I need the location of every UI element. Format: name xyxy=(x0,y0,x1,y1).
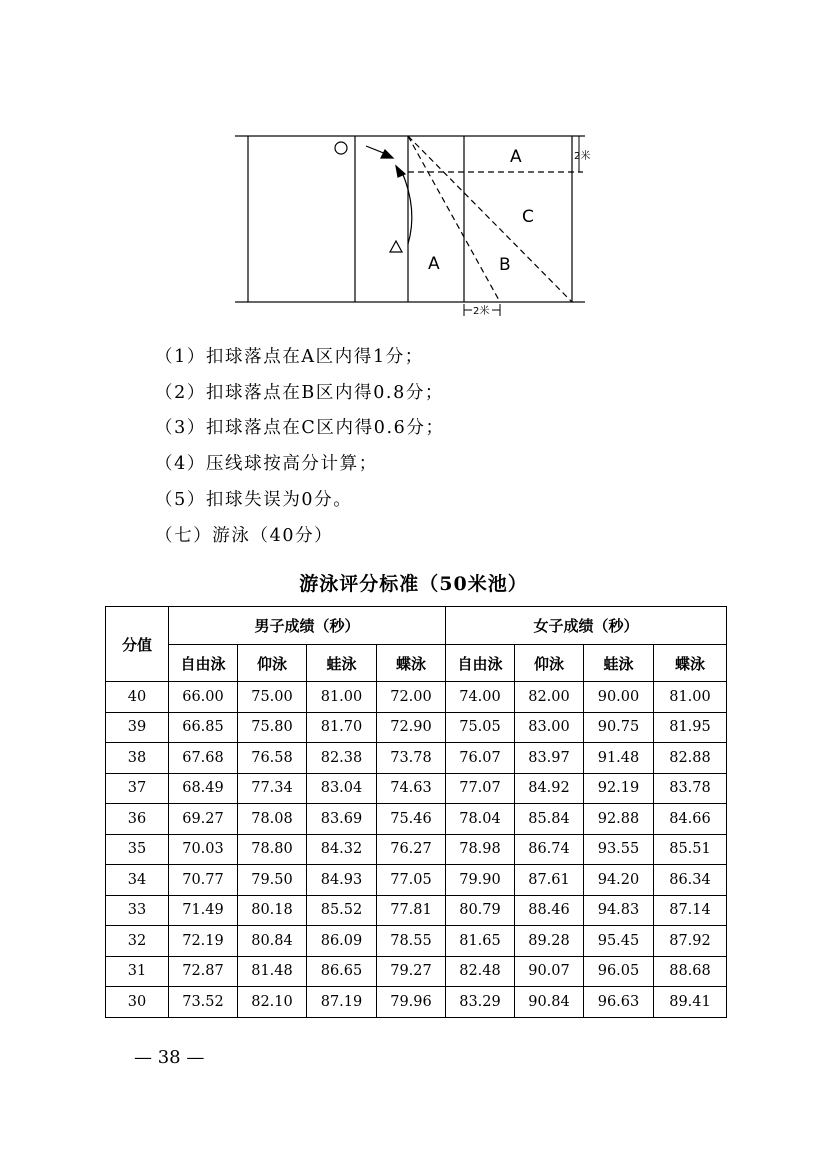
page-number: — 38 — xyxy=(134,1047,205,1068)
score-cell: 30 xyxy=(106,987,169,1018)
time-cell: 95.45 xyxy=(584,926,654,957)
time-cell: 90.75 xyxy=(584,712,654,743)
time-cell: 96.63 xyxy=(584,987,654,1018)
rule-4: （4）压线球按高分计算； xyxy=(155,454,378,474)
stroke-header: 自由泳 xyxy=(169,645,238,682)
time-cell: 92.19 xyxy=(584,773,654,804)
stroke-header: 蛙泳 xyxy=(307,645,377,682)
time-cell: 81.48 xyxy=(238,956,307,987)
time-cell: 77.05 xyxy=(377,865,446,896)
time-cell: 69.27 xyxy=(169,804,238,835)
time-cell: 67.68 xyxy=(169,743,238,774)
time-cell: 88.46 xyxy=(515,895,584,926)
time-cell: 90.84 xyxy=(515,987,584,1018)
time-cell: 78.80 xyxy=(238,834,307,865)
score-cell: 40 xyxy=(106,682,169,713)
zone-c-label: C xyxy=(522,207,534,227)
time-cell: 76.27 xyxy=(377,834,446,865)
time-cell: 77.34 xyxy=(238,773,307,804)
time-cell: 93.55 xyxy=(584,834,654,865)
time-cell: 83.78 xyxy=(654,773,727,804)
swimming-score-table xyxy=(105,606,727,1018)
time-cell: 88.68 xyxy=(654,956,727,987)
time-cell: 77.07 xyxy=(446,773,515,804)
stroke-header: 仰泳 xyxy=(515,645,584,682)
time-cell: 82.88 xyxy=(654,743,727,774)
zone-b-label: B xyxy=(499,255,511,275)
table-row xyxy=(106,743,727,774)
time-cell: 75.46 xyxy=(377,804,446,835)
table-row xyxy=(106,804,727,835)
time-cell: 79.96 xyxy=(377,987,446,1018)
time-cell: 78.55 xyxy=(377,926,446,957)
time-cell: 72.90 xyxy=(377,712,446,743)
score-cell: 31 xyxy=(106,956,169,987)
time-cell: 74.00 xyxy=(446,682,515,713)
time-cell: 75.80 xyxy=(238,712,307,743)
time-cell: 79.50 xyxy=(238,865,307,896)
time-cell: 90.07 xyxy=(515,956,584,987)
male-header: 男子成绩（秒） xyxy=(169,607,446,645)
time-cell: 86.09 xyxy=(307,926,377,957)
stroke-header: 蛙泳 xyxy=(584,645,654,682)
time-cell: 70.03 xyxy=(169,834,238,865)
time-cell: 82.48 xyxy=(446,956,515,987)
time-cell: 94.20 xyxy=(584,865,654,896)
rule-3: （3）扣球落点在C区内得0.6分； xyxy=(155,418,445,438)
volleyball-court-diagram xyxy=(0,0,827,330)
time-cell: 84.32 xyxy=(307,834,377,865)
section-heading: （七）游泳（40分） xyxy=(155,526,334,546)
time-cell: 78.08 xyxy=(238,804,307,835)
time-cell: 73.78 xyxy=(377,743,446,774)
time-cell: 80.79 xyxy=(446,895,515,926)
diagonal-b xyxy=(408,136,500,302)
time-cell: 86.34 xyxy=(654,865,727,896)
table-row xyxy=(106,926,727,957)
time-cell: 79.90 xyxy=(446,865,515,896)
time-cell: 85.51 xyxy=(654,834,727,865)
time-cell: 82.10 xyxy=(238,987,307,1018)
table-row xyxy=(106,682,727,713)
table-row xyxy=(106,956,727,987)
stroke-header: 蝶泳 xyxy=(377,645,446,682)
time-cell: 72.00 xyxy=(377,682,446,713)
time-cell: 91.48 xyxy=(584,743,654,774)
zone-a-top-label: A xyxy=(510,147,522,167)
time-cell: 85.52 xyxy=(307,895,377,926)
table-row xyxy=(106,712,727,743)
time-cell: 74.63 xyxy=(377,773,446,804)
time-cell: 75.05 xyxy=(446,712,515,743)
ball-path xyxy=(402,172,412,244)
score-header: 分值 xyxy=(106,607,169,682)
time-cell: 66.85 xyxy=(169,712,238,743)
time-cell: 82.38 xyxy=(307,743,377,774)
time-cell: 84.93 xyxy=(307,865,377,896)
rule-5: （5）扣球失误为0分。 xyxy=(155,490,353,510)
table-row xyxy=(106,895,727,926)
time-cell: 89.28 xyxy=(515,926,584,957)
time-cell: 72.87 xyxy=(169,956,238,987)
time-cell: 73.52 xyxy=(169,987,238,1018)
time-cell: 81.00 xyxy=(654,682,727,713)
player-circle-icon xyxy=(335,142,347,154)
time-cell: 70.77 xyxy=(169,865,238,896)
time-cell: 77.81 xyxy=(377,895,446,926)
time-cell: 78.04 xyxy=(446,804,515,835)
female-header: 女子成绩（秒） xyxy=(446,607,727,645)
time-cell: 90.00 xyxy=(584,682,654,713)
time-cell: 83.69 xyxy=(307,804,377,835)
time-cell: 83.04 xyxy=(307,773,377,804)
time-cell: 86.65 xyxy=(307,956,377,987)
table-row xyxy=(106,987,727,1018)
time-cell: 89.41 xyxy=(654,987,727,1018)
zone-a-bottom-label: A xyxy=(428,254,440,274)
time-cell: 79.27 xyxy=(377,956,446,987)
time-cell: 76.58 xyxy=(238,743,307,774)
time-cell: 87.19 xyxy=(307,987,377,1018)
dimension-right-label: 2米 xyxy=(574,151,591,162)
time-cell: 92.88 xyxy=(584,804,654,835)
stroke-header: 蝶泳 xyxy=(654,645,727,682)
time-cell: 85.84 xyxy=(515,804,584,835)
score-cell: 37 xyxy=(106,773,169,804)
table-row xyxy=(106,773,727,804)
rule-2: （2）扣球落点在B区内得0.8分； xyxy=(155,383,445,403)
time-cell: 87.61 xyxy=(515,865,584,896)
stroke-header: 自由泳 xyxy=(446,645,515,682)
time-cell: 71.49 xyxy=(169,895,238,926)
time-cell: 83.97 xyxy=(515,743,584,774)
time-cell: 96.05 xyxy=(584,956,654,987)
time-cell: 80.18 xyxy=(238,895,307,926)
score-cell: 36 xyxy=(106,804,169,835)
time-cell: 86.74 xyxy=(515,834,584,865)
diagonal-c xyxy=(408,136,572,302)
dimension-bottom-label: 2米 xyxy=(473,306,490,317)
time-cell: 82.00 xyxy=(515,682,584,713)
time-cell: 83.00 xyxy=(515,712,584,743)
player-triangle-icon xyxy=(390,241,402,252)
time-cell: 81.70 xyxy=(307,712,377,743)
score-cell: 35 xyxy=(106,834,169,865)
time-cell: 83.29 xyxy=(446,987,515,1018)
time-cell: 81.95 xyxy=(654,712,727,743)
pass-arrow-icon xyxy=(381,150,393,158)
rule-1: （1）扣球落点在A区内得1分； xyxy=(155,347,424,367)
table-title: 游泳评分标准（50米池） xyxy=(299,573,528,595)
time-cell: 76.07 xyxy=(446,743,515,774)
table-row xyxy=(106,834,727,865)
time-cell: 84.92 xyxy=(515,773,584,804)
score-cell: 32 xyxy=(106,926,169,957)
time-cell: 78.98 xyxy=(446,834,515,865)
time-cell: 81.00 xyxy=(307,682,377,713)
time-cell: 81.65 xyxy=(446,926,515,957)
time-cell: 87.14 xyxy=(654,895,727,926)
score-cell: 33 xyxy=(106,895,169,926)
stroke-header: 仰泳 xyxy=(238,645,307,682)
score-cell: 39 xyxy=(106,712,169,743)
score-cell: 38 xyxy=(106,743,169,774)
score-cell: 34 xyxy=(106,865,169,896)
time-cell: 68.49 xyxy=(169,773,238,804)
time-cell: 66.00 xyxy=(169,682,238,713)
table-row xyxy=(106,865,727,896)
time-cell: 80.84 xyxy=(238,926,307,957)
time-cell: 94.83 xyxy=(584,895,654,926)
time-cell: 72.19 xyxy=(169,926,238,957)
time-cell: 75.00 xyxy=(238,682,307,713)
time-cell: 84.66 xyxy=(654,804,727,835)
time-cell: 87.92 xyxy=(654,926,727,957)
